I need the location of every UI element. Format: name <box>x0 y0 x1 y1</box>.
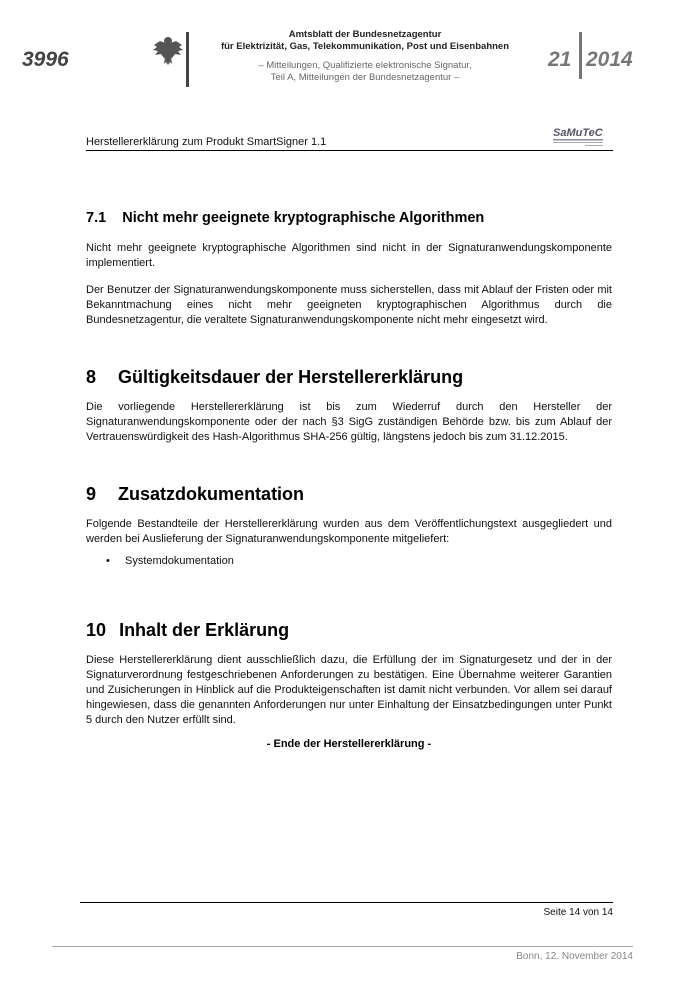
bullet-item-systemdokumentation: Systemdokumentation <box>125 555 234 567</box>
footer-rule <box>80 902 613 903</box>
issue-number: 21 <box>548 48 572 71</box>
section-7-1-paragraph-1: Nicht mehr geeignete kryptographische Algorithmen sind nicht in der Signaturanwendungskomponente implementiert. <box>86 242 612 269</box>
section-8-heading <box>86 367 463 388</box>
bottom-rule <box>52 946 633 947</box>
footer-page-number: Seite 14 von 14 <box>543 907 613 918</box>
document-header: Herstellererklärung zum Produkt SmartSigner 1.1 <box>86 136 327 148</box>
masthead-subtitle <box>200 60 530 84</box>
masthead-divider <box>186 32 189 87</box>
section-7-1-paragraph-2: Der Benutzer der Signaturanwendungskomponente muss sicherstellen, dass mit Ablauf der Fristen oder mit Bekanntmachung eines nicht mehr geeigneten kryptographischen Algorithmus durch die Bundesnetzagentur, die veraltete Signaturanwendungskomponente nicht mehr eingesetzt wird. <box>86 284 612 326</box>
masthead-title-line2: für Elektrizität, Gas, Telekommunikation, Post und Eisenbahnen <box>220 41 510 52</box>
section-10-number: 10 <box>86 620 107 640</box>
section-9-paragraph-1: Folgende Bestandteile der Herstellererklärung wurden aus dem Veröffentlichungstext ausgegliedert und werden bei Auslieferung der Signaturanwendungskomponente mitgeliefert: <box>86 518 612 545</box>
section-7-1-heading <box>86 210 484 226</box>
section-10-paragraph-1: Diese Herstellererklärung dient ausschließlich dazu, die Erfüllung der im Signaturgesetz und der in der Signaturverordnung festgeschriebenen Anforderungen zu bestätigen. Eine Übernahme weiterer Garantien und Zusicherungen in Hinblick auf die Produkteigenschaften ist damit nicht verbunden. Vor allem sei darauf hingewiesen, dass die genannten Anforderungen nur unter Einhaltung der Einsatzbedingungen unter Punkt 5 durch den Nutzer erfüllt sind. <box>86 654 612 726</box>
section-10-title: Inhalt der Erklärung <box>119 620 290 640</box>
section-7-1-number: 7.1 <box>86 210 107 226</box>
masthead-title-line1: Amtsblatt der Bundesnetzagentur <box>288 29 442 40</box>
masthead-sub-line2: Teil A, Mitteilungen der Bundesnetzagentur – <box>270 72 460 83</box>
section-9-number: 9 <box>86 484 97 504</box>
bullet-marker: • <box>106 555 110 567</box>
logo-text: SaMuTeC <box>553 127 603 139</box>
section-10-heading <box>86 620 289 641</box>
federal-eagle-icon <box>150 33 186 69</box>
header-rule <box>86 150 613 151</box>
issue-divider <box>579 32 582 79</box>
section-9-title: Zusatzdokumentation <box>118 484 305 504</box>
company-logo <box>545 124 611 150</box>
masthead-sub-line1: – Mitteilungen, Qualifizierte elektronische Signatur, <box>258 60 472 71</box>
section-8-paragraph-1: Die vorliegende Herstellererklärung ist bis zum Wiederruf durch den Hersteller der Signaturanwendungskomponente oder der nach §3 SigG zuständigen Behörde bzw. bis zum Ablauf der Vertrauenswürdigkeit des Hash-Algorithmus SHA-256 gültig, längstens jedoch bis zum 31.12.2015. <box>86 401 612 443</box>
masthead-title <box>200 29 530 53</box>
section-9-heading <box>86 484 304 505</box>
page-number: 3996 <box>22 48 69 71</box>
end-of-declaration: - Ende der Herstellererklärung - <box>266 738 432 750</box>
section-8-number: 8 <box>86 367 97 387</box>
section-7-1-title: Nicht mehr geeignete kryptographische Algorithmen <box>122 210 485 226</box>
section-8-title: Gültigkeitsdauer der Herstellererklärung <box>118 367 464 387</box>
issue-year: 2014 <box>586 48 633 71</box>
footer-date: Bonn, 12. November 2014 <box>516 951 633 962</box>
